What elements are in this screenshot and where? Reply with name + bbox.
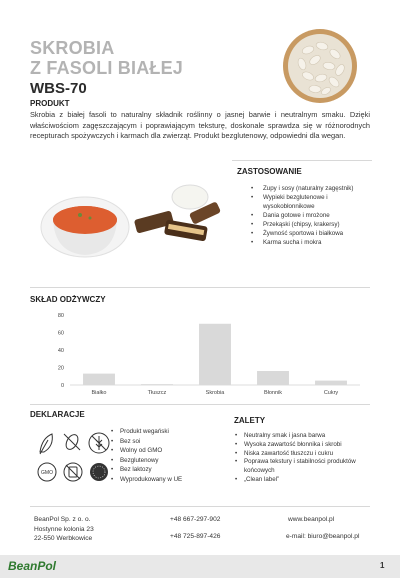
phone-1[interactable]: +48 667-297-902 [170, 516, 221, 523]
product-description [30, 110, 370, 142]
applications-list [237, 184, 377, 247]
list-item: • Żywność sportowa i białkowa [237, 229, 377, 238]
bar-tłuszcz [141, 384, 173, 385]
list-item: • Bez soi [110, 437, 230, 447]
list-item: • Produkt wegański [110, 427, 230, 437]
y-tick-label: 60 [57, 330, 64, 337]
nutrition-heading: SKŁAD ODŻYWCZY [30, 295, 106, 304]
no-lactose-icon [64, 463, 82, 481]
product-heading: PRODUKT [30, 99, 70, 108]
advantages-heading: ZALETY [234, 416, 266, 425]
x-tick-label: Błonnik [263, 390, 283, 396]
list-item: • Wysoka zawartość błonnika i skrobi [234, 441, 384, 450]
company-street: Hostynne kolonia 23 [34, 525, 94, 533]
gluten-free-icon [89, 433, 109, 453]
declarations-heading: DEKLARACJE [30, 410, 85, 419]
x-tick-label: Białko [91, 390, 107, 396]
title-line-2: Z FASOLI BIAŁEJ [30, 58, 184, 78]
title-line-1: SKROBIA [30, 38, 115, 58]
list-item: • Zupy i sosy (naturalny zagęstnik) [237, 184, 377, 193]
page-number: 1 [380, 561, 385, 570]
soup-and-bars-image [40, 175, 230, 270]
svg-text:GMO: GMO [41, 470, 53, 476]
x-tick-label: Skrobia [205, 390, 225, 396]
applications-divider [232, 160, 372, 161]
no-soy-icon [64, 433, 81, 452]
bar-cukry [315, 381, 347, 385]
list-item: • Dania gotowe i mrożone [237, 211, 377, 220]
list-item: • Karma sucha i mokra [237, 238, 377, 247]
bar-białko [83, 374, 115, 385]
company-name: BeanPol Sp. z o. o. [34, 516, 91, 523]
company-address [34, 515, 94, 544]
made-in-eu-icon [90, 463, 108, 481]
y-tick-label: 80 [57, 313, 64, 319]
applications-heading: ZASTOSOWANIE [237, 167, 302, 176]
bar-skrobia [199, 324, 231, 385]
product-code: WBS-70 [30, 80, 87, 97]
nutrition-divider [30, 287, 370, 288]
advantages-list [234, 432, 384, 485]
declarations-list [110, 427, 230, 484]
vegan-leaf-icon [40, 434, 52, 454]
product-description-text: Skrobia z białej fasoli to naturalny składnik roślinny o jasnej barwie i neutralnym smaku. Dzięki właściwościom zagęszczającym i poprawiającym teksturę, doskonale sprawdza się w różnorodnych recepturach spożywczych i karmach dla zwierząt. Produkt bezglutenowy, odpowiedni dla wegan. [30, 110, 370, 141]
declarations-divider [30, 404, 370, 405]
website-link[interactable]: www.beanpol.pl [288, 516, 335, 523]
y-tick-label: 0 [60, 383, 64, 389]
y-tick-label: 40 [57, 348, 64, 354]
nutrition-bar-chart [30, 305, 370, 400]
list-item: • Wolny od GMO [110, 446, 230, 456]
applications-section [237, 167, 377, 247]
list-item: • „Clean label” [234, 476, 384, 485]
list-item: • Wyprodukowany w UE [110, 475, 230, 485]
bar-błonnik [257, 371, 289, 385]
footer-divider [30, 506, 370, 507]
list-item: • Przekąski (chipsy, krakersy) [237, 220, 377, 229]
email-link[interactable]: e-mail: biuro@beanpol.pl [286, 533, 360, 540]
list-item: • Poprawa tekstury i stabilności produktów końcowych [234, 458, 384, 476]
list-item: • Bez laktozy [110, 465, 230, 475]
list-item: • Bezglutenowy [110, 456, 230, 466]
phone-2[interactable]: +48 725-897-426 [170, 533, 221, 540]
company-city: 22-550 Werbkowice [34, 535, 93, 543]
brand-logo: BeanPol [8, 559, 57, 573]
white-beans-bowl-image [282, 28, 358, 104]
x-tick-label: Cukry [323, 390, 339, 396]
bottom-bar [0, 555, 400, 578]
y-tick-label: 20 [57, 365, 64, 372]
list-item: • Niska zawartość tłuszczu i cukru [234, 450, 384, 459]
list-item: • Wypieki bezglutenowe i wysokobłonnikowe [237, 193, 377, 211]
x-tick-label: Tłuszcz [147, 390, 167, 396]
list-item: • Neutralny smak i jasna barwa [234, 432, 384, 441]
